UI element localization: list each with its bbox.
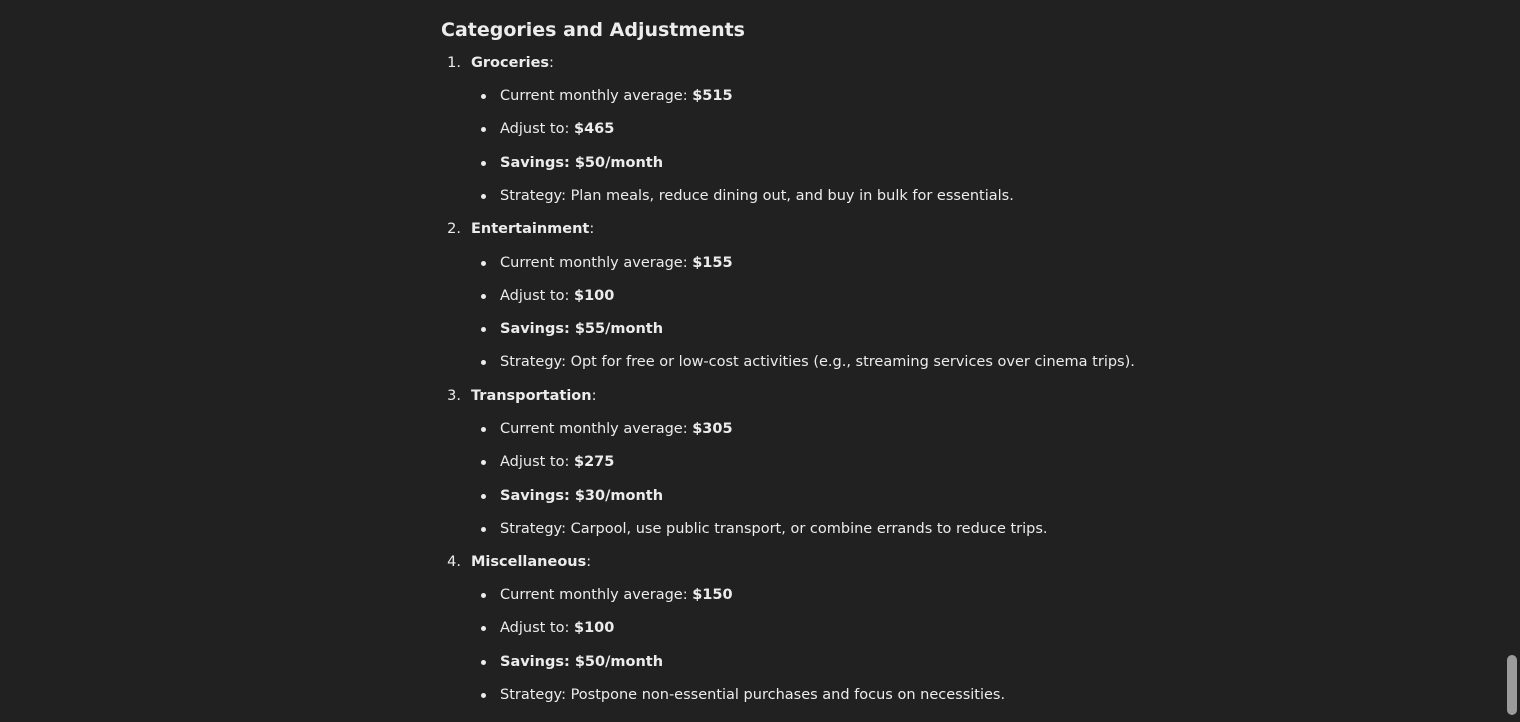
list-item: Current monthly average: $155 <box>441 247 1201 280</box>
list-item: Adjust to: $100 <box>441 280 1201 313</box>
list-item: Current monthly average: $305 <box>441 413 1201 446</box>
current-average-value: $515 <box>692 88 733 104</box>
current-average-value: $305 <box>692 421 733 437</box>
adjust-value: $100 <box>574 288 615 304</box>
list-item <box>441 646 1201 679</box>
list-item <box>441 147 1201 180</box>
adjust-value: $465 <box>574 121 615 137</box>
category-transportation: 3. Transportation: <box>441 380 1201 413</box>
bullet-icon <box>481 294 486 299</box>
adjust-value: $275 <box>574 454 615 470</box>
bullet-icon <box>481 660 486 665</box>
bullet-icon <box>481 527 486 532</box>
category-name: Miscellaneous <box>471 554 587 570</box>
category-name: Transportation <box>471 388 592 404</box>
scrollbar[interactable] <box>1502 0 1520 722</box>
list-item: Current monthly average: $150 <box>441 579 1201 612</box>
bullet-icon <box>481 360 486 365</box>
category-name: Groceries <box>471 55 550 71</box>
strategy-text: Strategy: Opt for free or low-cost activities (e.g., streaming services over cinema trips). <box>500 354 1135 370</box>
section-heading: Categories and Adjustments <box>441 19 745 41</box>
adjust-value: $100 <box>574 620 615 636</box>
category-groceries: 1. Groceries: <box>441 47 1201 80</box>
list-number: 1. <box>447 55 461 71</box>
bullet-icon <box>481 593 486 598</box>
list-number: 2. <box>447 221 461 237</box>
list-item <box>441 180 1201 213</box>
bullet-icon <box>481 161 486 166</box>
strategy-text: Strategy: Postpone non-essential purchases and focus on necessities. <box>500 687 1006 703</box>
category-entertainment: 2. Entertainment: <box>441 213 1201 246</box>
list-item <box>441 513 1201 546</box>
bullet-icon <box>481 261 486 266</box>
savings-text: Savings: $55/month <box>500 321 664 337</box>
bullet-icon <box>481 194 486 199</box>
list-number: 3. <box>447 388 461 404</box>
list-item <box>441 313 1201 346</box>
bullet-icon <box>481 460 486 465</box>
bullet-icon <box>481 127 486 132</box>
savings-text: Savings: $50/month <box>500 654 664 670</box>
bullet-icon <box>481 494 486 499</box>
strategy-text: Strategy: Plan meals, reduce dining out, and buy in bulk for essentials. <box>500 188 1014 204</box>
bullet-icon <box>481 626 486 631</box>
list-item: Adjust to: $100 <box>441 612 1201 645</box>
scrollbar-thumb[interactable] <box>1507 655 1517 715</box>
current-average-value: $150 <box>692 587 733 603</box>
bullet-icon <box>481 427 486 432</box>
list-item: Adjust to: $275 <box>441 446 1201 479</box>
bullet-icon <box>481 94 486 99</box>
strategy-text: Strategy: Carpool, use public transport, or combine errands to reduce trips. <box>500 521 1048 537</box>
savings-text: Savings: $50/month <box>500 155 664 171</box>
savings-text: Savings: $30/month <box>500 488 664 504</box>
bullet-icon <box>481 693 486 698</box>
list-item <box>441 480 1201 513</box>
list-item: Adjust to: $465 <box>441 113 1201 146</box>
category-name: Entertainment <box>471 221 590 237</box>
list-item <box>441 679 1201 712</box>
category-miscellaneous: 4. Miscellaneous: <box>441 546 1201 579</box>
list-item: Current monthly average: $515 <box>441 80 1201 113</box>
list-item <box>441 346 1201 379</box>
current-average-value: $155 <box>692 255 733 271</box>
bullet-icon <box>481 327 486 332</box>
list-number: 4. <box>447 554 461 570</box>
